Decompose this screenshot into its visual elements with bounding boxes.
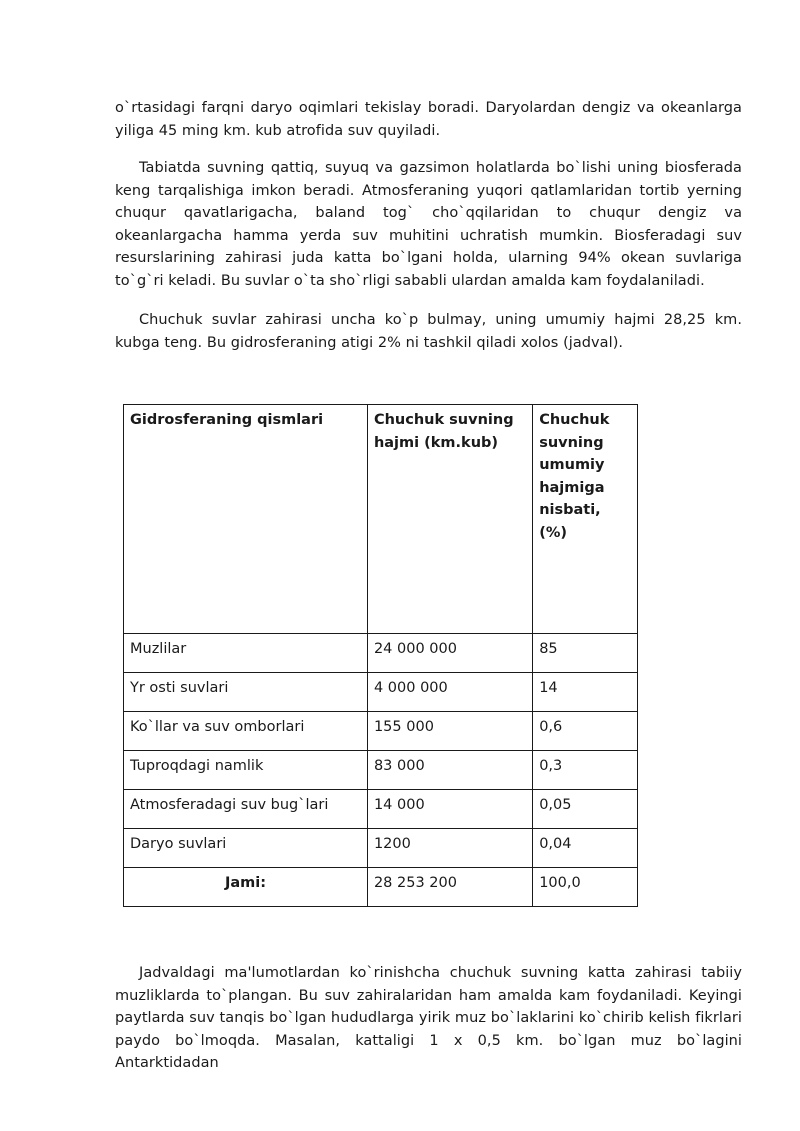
cell-total-volume: 28 253 200 xyxy=(367,868,532,907)
table-row xyxy=(124,634,638,673)
fresh-water-table xyxy=(123,404,638,907)
header-parts: Gidrosferaning qismlari xyxy=(124,405,368,634)
cell-volume: 14 000 xyxy=(367,790,532,829)
cell-part: Muzlilar xyxy=(124,634,368,673)
cell-volume: 1200 xyxy=(367,829,532,868)
paragraph-2: Tabiatda suvning qattiq, suyuq va gazsimon holatlarda bo`lishi uning biosferada keng tarqalishiga imkon beradi. Atmosferaning yuqori qatlamlaridan tortib yerning chuqur qavatlarigacha, baland tog` cho`qqilaridan to chuqur dengiz va okeanlargacha hamma yerda suv muhitini uchratish mumkin. Biosferadagi suv resurslarining zahirasi juda katta bo`lgani holda, ularning 94% okean suvlariga to`g`ri keladi. Bu suvlar o`ta sho`rligi sababli ulardan amalda kam foydalaniladi. xyxy=(115,160,742,289)
table-total-row xyxy=(124,868,638,907)
cell-share: 0,05 xyxy=(533,790,638,829)
paragraph-3: Chuchuk suvlar zahirasi uncha ko`p bulmay, uning umumiy hajmi 28,25 km. kubga teng. Bu gidrosferaning atigi 2% ni tashkil qiladi xolos (jadval). xyxy=(115,312,742,351)
table-header xyxy=(124,405,638,634)
paragraph-4: Jadvaldagi ma'lumotlardan ko`rinishcha chuchuk suvning katta zahirasi tabiiy muzliklarda to`plangan. Bu suv zahiralaridan ham amalda kam foydaniladi. Keyingi paytlarda suv tanqis bo`lgan hududlarga yirik muz bo`laklarini ko`chirib kelish fikrlari paydo bo`lmoqda. Masalan, kattaligi 1 x 0,5 km. bo`lgan muz bo`lagini Antarktidadan xyxy=(115,965,742,1071)
table-row xyxy=(124,751,638,790)
table-row xyxy=(124,790,638,829)
cell-total-label: Jami: xyxy=(124,868,368,907)
paragraph-1: o`rtasidagi farqni daryo oqimlari tekislay boradi. Daryolardan dengiz va okeanlarga yiliga 45 ming km. kub atrofida suv quyiladi. xyxy=(115,100,742,139)
table-body xyxy=(124,634,638,907)
cell-share: 0,04 xyxy=(533,829,638,868)
table-row xyxy=(124,712,638,751)
cell-part: Ko`llar va suv omborlari xyxy=(124,712,368,751)
cell-volume: 83 000 xyxy=(367,751,532,790)
cell-share: 0,6 xyxy=(533,712,638,751)
header-volume: Chuchuk suvning hajmi (km.kub) xyxy=(367,405,532,634)
header-share: Chuchuk suvning umumiy hajmiga nisbati, (%) xyxy=(533,405,638,634)
cell-share: 85 xyxy=(533,634,638,673)
cell-part: Daryo suvlari xyxy=(124,829,368,868)
table-row xyxy=(124,829,638,868)
cell-part: Tuproqdagi namlik xyxy=(124,751,368,790)
cell-volume: 155 000 xyxy=(367,712,532,751)
cell-total-share: 100,0 xyxy=(533,868,638,907)
cell-part: Yr osti suvlari xyxy=(124,673,368,712)
header-row xyxy=(124,405,638,634)
cell-part: Atmosferadagi suv bug`lari xyxy=(124,790,368,829)
table-row xyxy=(124,673,638,712)
cell-share: 14 xyxy=(533,673,638,712)
cell-share: 0,3 xyxy=(533,751,638,790)
cell-volume: 4 000 000 xyxy=(367,673,532,712)
cell-volume: 24 000 000 xyxy=(367,634,532,673)
